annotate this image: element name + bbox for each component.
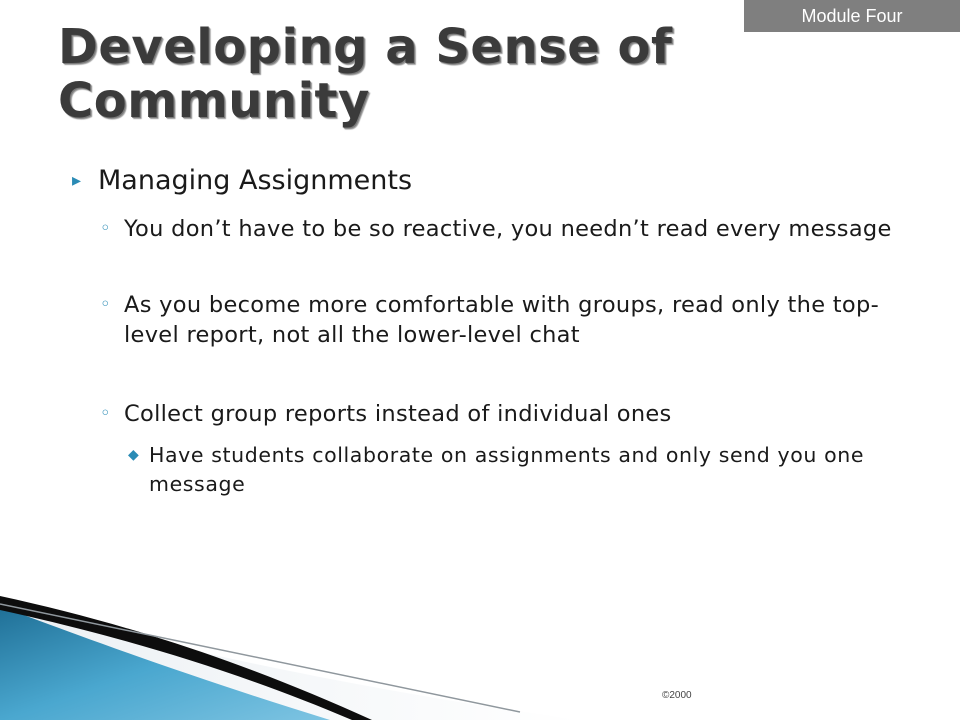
circle-bullet-icon: ◦: [100, 294, 111, 315]
circle-bullet-icon: ◦: [100, 218, 111, 239]
bullet-text: Managing Assignments: [98, 165, 413, 196]
circle-bullet-icon: ◦: [100, 403, 111, 424]
diamond-bullet-icon: ◆: [128, 447, 140, 463]
module-badge: Module Four: [744, 0, 960, 32]
slide-title: Developing a Sense of Community: [58, 19, 673, 129]
bullet-text: Collect group reports instead of individual ones: [124, 401, 672, 427]
triangle-bullet-icon: ▸: [72, 170, 82, 191]
bullet-text: As you become more comfortable with groups, read only the top-level report, not all the lower-level chat: [124, 292, 879, 348]
bullet-text: Have students collaborate on assignments and only send you one message: [149, 443, 865, 496]
bullet-text: You don’t have to be so reactive, you needn’t read every message: [124, 216, 892, 242]
copyright-text: ©2000: [662, 690, 692, 701]
